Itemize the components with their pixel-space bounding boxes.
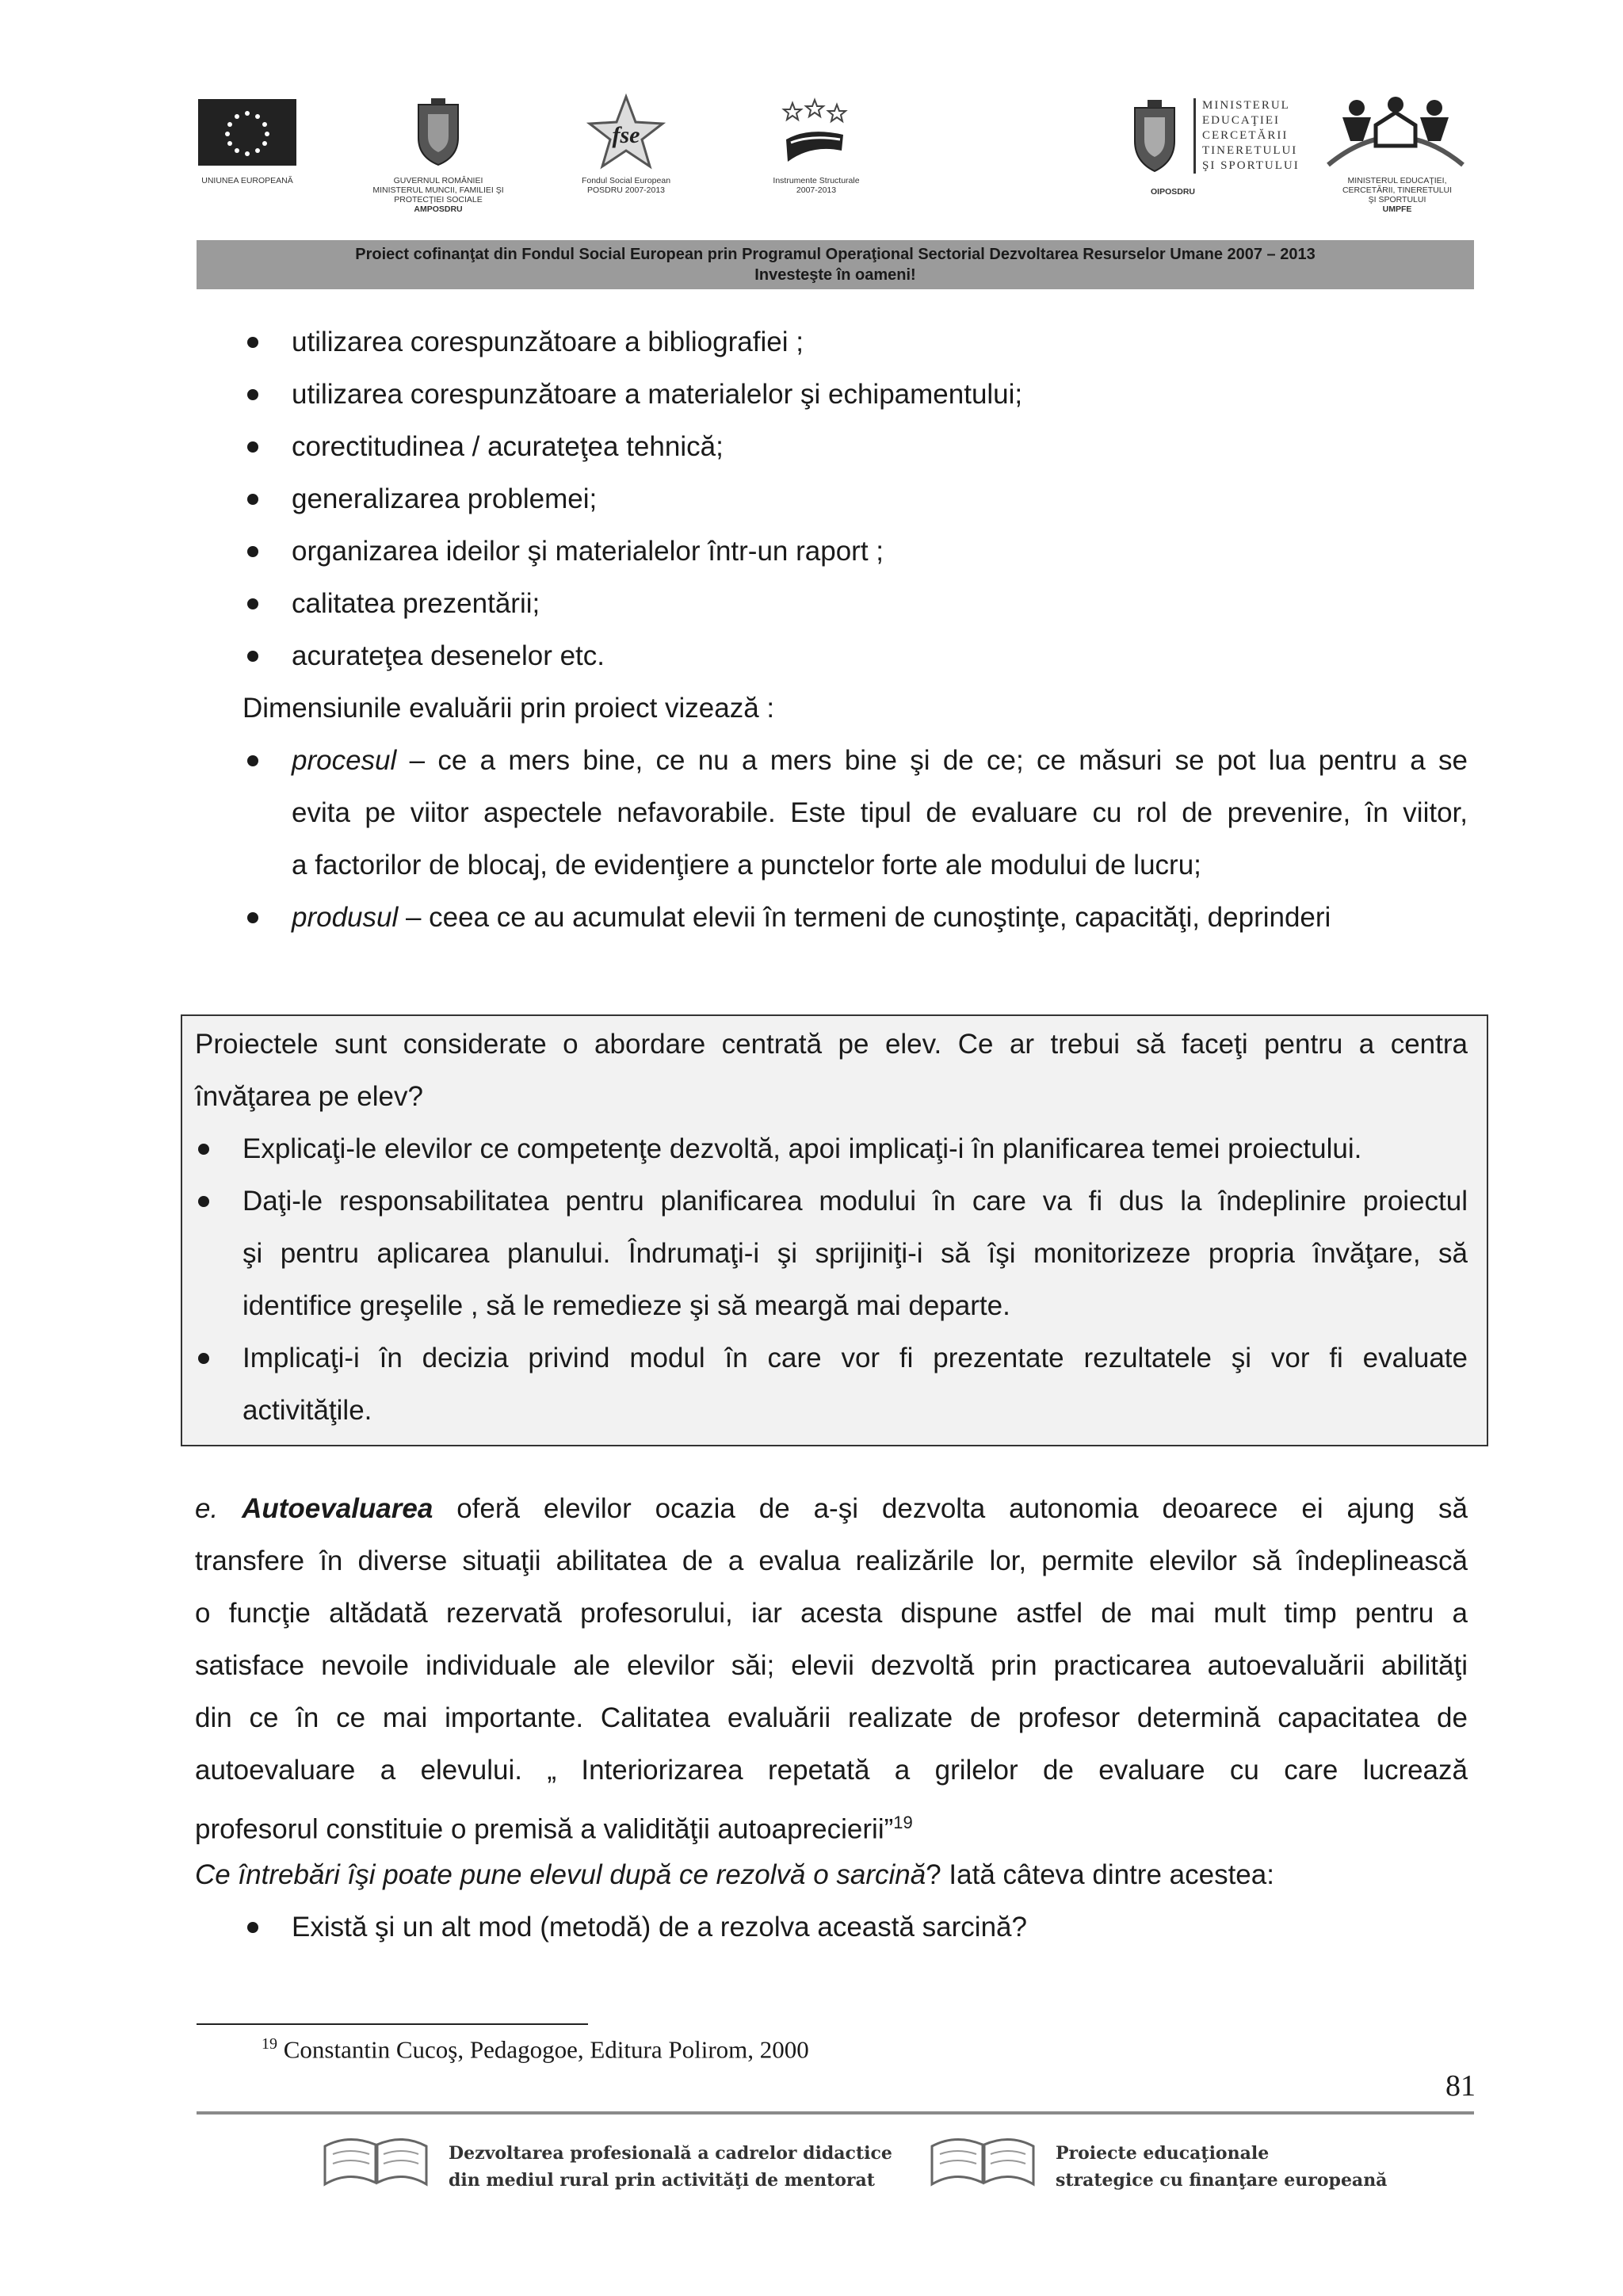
question-bullet: Există şi un alt mod (metodă) de a rezolva această sarcină? <box>292 1912 1027 1943</box>
bullet <box>247 755 258 766</box>
product-line-1: produsul – ceea ce au acumulat elevii în termeni de cunoştinţe, capacităţi, deprinderi <box>292 902 1331 933</box>
bullet <box>247 494 258 505</box>
footnote-divider <box>197 2023 588 2025</box>
coat-of-arms-icon <box>412 97 464 168</box>
project-banner: Proiect cofinanţat din Fondul Social European prin Programul Operaţional Sectorial Dezvoltarea Resurselor Umane 2007 – 2013 Investeşte în oameni! <box>197 240 1474 289</box>
callout-intro-2: învăţarea pe elev? <box>195 1081 423 1112</box>
open-book-icon <box>924 2130 1043 2194</box>
is-caption: Instrumente Structurale 2007-2013 <box>773 176 860 195</box>
gov-caption: GUVERNUL ROMÂNIEI MINISTERUL MUNCII, FAMILIEI ŞI PROTECŢIEI SOCIALE AMPOSDRU <box>372 176 504 214</box>
callout-bullet-3-line-1: Implicaţi-i în decizia privind modul în care vor fi prezentate rezultatele şi vor fi evaluate <box>242 1343 1468 1373</box>
footer-divider <box>197 2111 1474 2115</box>
dimensions-intro: Dimensiunile evaluării prin proiect vizează : <box>242 693 775 724</box>
callout-bullet-1: Explicaţi-le elevilor ce competenţe dezvoltă, apoi implicaţi-i în planificarea temei proiectului. <box>242 1133 1362 1164</box>
callout-intro-1: Proiectele sunt considerate o abordare centrată pe elev. Ce ar trebui să faceţi pentru a centra <box>195 1029 1468 1060</box>
umpfe-caption: MINISTERUL EDUCAŢIEI, CERCETĂRII, TINERETULUI ŞI SPORTULUI UMPFE <box>1342 176 1453 214</box>
callout-bullet-2-line-3: identifice greşelile , să le remedieze şi să meargă mai departe. <box>242 1290 1010 1321</box>
self-eval-line-1: e. Autoevaluarea oferă elevilor ocazia de a-şi dezvolta autonomia deoarece ei ajung să <box>195 1493 1468 1524</box>
page-number: 81 <box>1445 2069 1476 2103</box>
self-eval-line-2: transfere în diverse situaţii abilitatea de a evalua realizările lor, permite elevilor să îndeplinească <box>195 1545 1468 1576</box>
question-line: Ce întrebări îşi poate pune elevul după ce rezolvă o sarcină? Iată câteva dintre acestea: <box>195 1859 1274 1890</box>
eu-flag-logo <box>198 99 296 166</box>
eu-caption: UNIUNEA EUROPEANĂ <box>201 176 293 185</box>
callout-bullet-3-line-2: activităţile. <box>242 1395 372 1426</box>
list-item: acurateţea desenelor etc. <box>292 640 605 671</box>
bullet <box>247 441 258 453</box>
bullet <box>247 912 258 923</box>
footer-left-text: Dezvoltarea profesională a cadrelor didactice din mediul rural prin activităţi de mentorat <box>449 2143 892 2191</box>
list-item: corectitudinea / acurateţea tehnică; <box>292 431 724 462</box>
footnote-ref[interactable]: 19 <box>893 1813 913 1832</box>
process-line-3: a factorilor de blocaj, de evidenţiere a punctelor forte ale modului de lucru; <box>292 850 1201 881</box>
self-eval-line-6: autoevaluare a elevului. „ Interiorizarea repetată a grilelor de evaluare cu care lucrează <box>195 1755 1468 1786</box>
fse-caption: Fondul Social European POSDRU 2007-2013 <box>581 176 671 195</box>
process-line-2: evita pe viitor aspectele nefavorabile. Este tipul de evaluare cu rol de prevenire, în viitor, <box>292 797 1468 828</box>
process-line-1: procesul – ce a mers bine, ce nu a mers bine şi de ce; ce măsuri se pot lua pentru a se <box>292 745 1468 776</box>
self-eval-line-5: din ce în ce mai importante. Calitatea evaluării realizate de profesor determină capacitatea de <box>195 1702 1468 1733</box>
bullet <box>247 651 258 662</box>
callout-bullet-2-line-2: şi pentru aplicarea planului. Îndrumaţi-i şi sprijiniţi-i să îşi monitorizeze propria învăţare, să <box>242 1238 1468 1269</box>
footnote: $^{19}$ Constantin Cucoş, Pedagogoe, Editura Polirom, 2000 <box>262 2035 809 2064</box>
fse-logo-text: fse <box>612 122 640 148</box>
eu-stars-icon <box>198 99 296 166</box>
list-item: generalizarea problemei; <box>292 483 598 514</box>
bullet <box>198 1353 209 1364</box>
list-item: utilizarea corespunzătoare a materialelor şi echipamentului; <box>292 379 1023 410</box>
structural-instruments-icon <box>777 95 853 171</box>
footer-right-text: Proiecte educaţionale strategice cu finanţare europeană <box>1056 2143 1388 2191</box>
callout-bullet-2-line-1: Daţi-le responsabilitatea pentru planificarea modului în care va fi dus la îndeplinire proiectul <box>242 1186 1468 1217</box>
bullet <box>198 1196 209 1207</box>
bullet <box>247 1922 258 1933</box>
list-item: utilizarea corespunzătoare a bibliografiei ; <box>292 327 804 357</box>
ministry-coat-of-arms-icon <box>1127 97 1182 176</box>
self-eval-line-3: o funcţie altădată rezervată profesorului, iar acesta dispune astfel de mai mult timp pentru a <box>195 1598 1468 1629</box>
umpfe-logo-icon <box>1320 94 1471 171</box>
oiposdru-caption: OIPOSDRU <box>1150 187 1195 197</box>
ministry-name: MINISTERUL EDUCAŢIEI CERCETĂRII TINERETULUI ŞI SPORTULUI <box>1193 98 1300 174</box>
list-item: organizarea ideilor şi materialelor într-un raport ; <box>292 536 884 567</box>
self-eval-line-4: satisface nevoile individuale ale elevilor săi; elevii dezvoltă prin practicarea autoevaluării abilităţi <box>195 1650 1468 1681</box>
bullet <box>247 389 258 400</box>
bullet <box>247 546 258 557</box>
open-book-icon <box>317 2130 436 2194</box>
bullet <box>247 598 258 609</box>
self-eval-line-7: profesorul constituie o premisă a validităţii autoaprecierii”$^{19}$ <box>195 1813 913 1845</box>
bullet <box>198 1144 209 1155</box>
list-item: calitatea prezentării; <box>292 588 540 619</box>
bullet <box>247 337 258 348</box>
fse-star-logo-icon <box>586 94 666 171</box>
